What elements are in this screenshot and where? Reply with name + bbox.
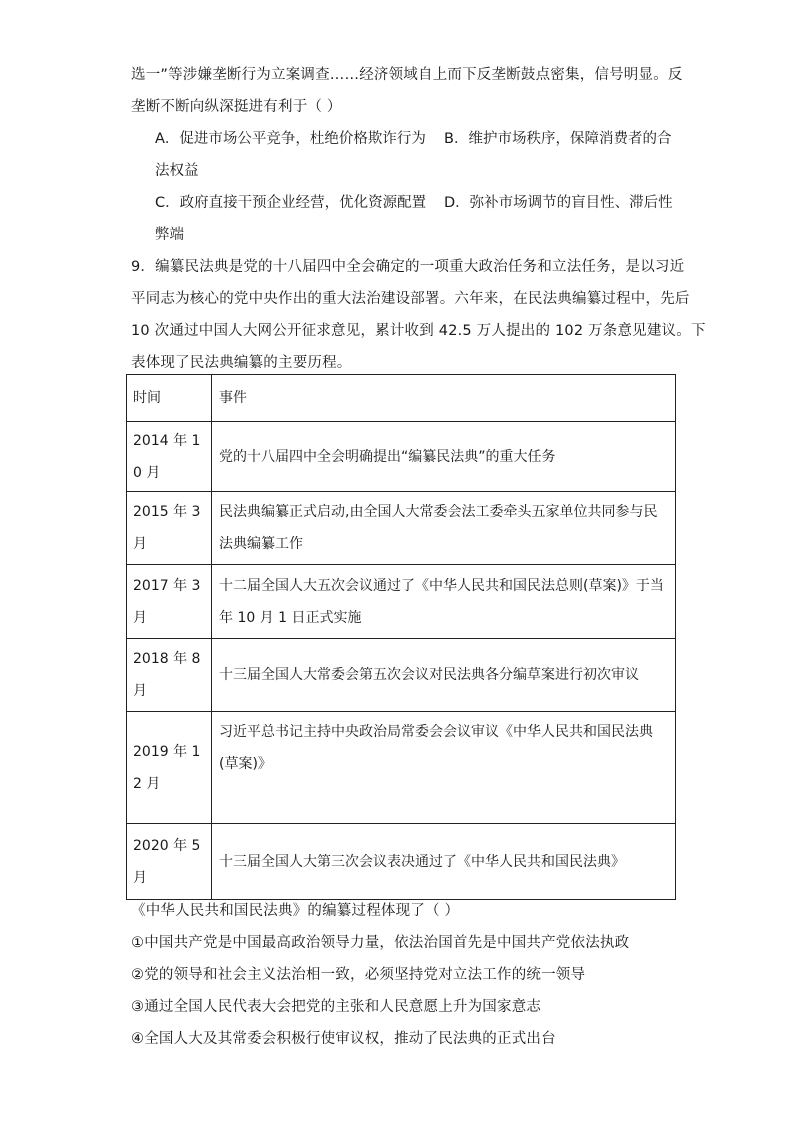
- q9-statement-4[interactable]: ④全国人大及其常委会积极行使审议权，推动了民法典的正式出台: [131, 1031, 556, 1047]
- q8-option-d[interactable]: D．弥补市场调节的盲目性、滞后性: [444, 195, 673, 211]
- table-cell-event: 十三届全国人大第三次会议表决通过了《中华人民共和国民法典》: [212, 824, 676, 900]
- q9-intro-line-4: 表体现了民法典编纂的主要历程。: [131, 355, 352, 371]
- q9-statement-2[interactable]: ②党的领导和社会主义法治相一致，必须坚持党对立法工作的统一领导: [131, 967, 586, 983]
- table-row: [127, 492, 676, 565]
- q8-option-a[interactable]: A．促进市场公平竞争，杜绝价格欺诈行为: [155, 131, 426, 147]
- table-header-event: 事件: [212, 375, 676, 422]
- q8-option-c[interactable]: C．政府直接干预企业经营，优化资源配置: [155, 195, 427, 211]
- q9-intro-line-1: 9．编纂民法典是党的十八届四中全会确定的一项重大政治任务和立法任务，是以习近: [131, 259, 685, 275]
- table-row: [127, 565, 676, 639]
- q8-options-row-ab: [155, 129, 675, 149]
- q9-question: 《中华人民共和国民法典》的编纂过程体现了（ ）: [131, 903, 460, 919]
- q9-statement-1[interactable]: ①中国共产党是中国最高政治领导力量，依法治国首先是中国共产党依法执政: [131, 935, 630, 951]
- q9-statement-3[interactable]: ③通过全国人民代表大会把党的主张和人民意愿上升为国家意志: [131, 999, 542, 1015]
- table-row: [127, 639, 676, 712]
- table-cell-event: 十三届全国人大常委会第五次会议对民法典各分编草案进行初次审议: [212, 639, 676, 712]
- table-row: [127, 422, 676, 492]
- table-header-time: 时间: [127, 375, 212, 422]
- q8-options-row-cd: [155, 193, 675, 213]
- codification-timeline-table: [126, 374, 676, 900]
- table-cell-event: 十二届全国人大五次会议通过了《中华人民共和国民法总则(草案)》于当年 10 月 1 日正式实施: [212, 565, 676, 639]
- table-cell-time: 2014 年 10 月: [127, 422, 212, 492]
- table-row: [127, 824, 676, 900]
- table-row: [127, 712, 676, 824]
- table-cell-event: 党的十八届四中全会明确提出“编纂民法典”的重大任务: [212, 422, 676, 492]
- table-cell-time: 2018 年 8 月: [127, 639, 212, 712]
- table-header-row: [127, 375, 676, 422]
- table-cell-event: 民法典编纂正式启动,由全国人大常委会法工委牵头五家单位共同参与民法典编纂工作: [212, 492, 676, 565]
- table-cell-time: 2020 年 5 月: [127, 824, 212, 900]
- q8-option-d-continued: 弊端: [155, 227, 184, 243]
- q8-option-b-continued: 法权益: [155, 163, 199, 179]
- q9-intro-line-3: 10 次通过中国人大网公开征求意见，累计收到 42.5 万人提出的 102 万条意见建议。下: [131, 323, 706, 339]
- q8-option-b[interactable]: B．维护市场秩序，保障消费者的合: [444, 131, 672, 147]
- q8-stem-line-1: 选一”等涉嫌垄断行为立案调查……经济领域自上而下反垄断鼓点密集，信号明显。反: [131, 67, 683, 83]
- table-cell-time: 2015 年 3 月: [127, 492, 212, 565]
- q8-stem-line-2: 垄断不断向纵深挺进有利于（ ）: [131, 99, 342, 115]
- q9-intro-line-2: 平同志为核心的党中央作出的重大法治建设部署。六年来，在民法典编纂过程中，先后: [131, 291, 690, 307]
- table-cell-time: 2019 年 12 月: [127, 712, 212, 824]
- table-cell-event: 习近平总书记主持中央政治局常委会会议审议《中华人民共和国民法典(草案)》: [212, 712, 676, 824]
- table-cell-time: 2017 年 3 月: [127, 565, 212, 639]
